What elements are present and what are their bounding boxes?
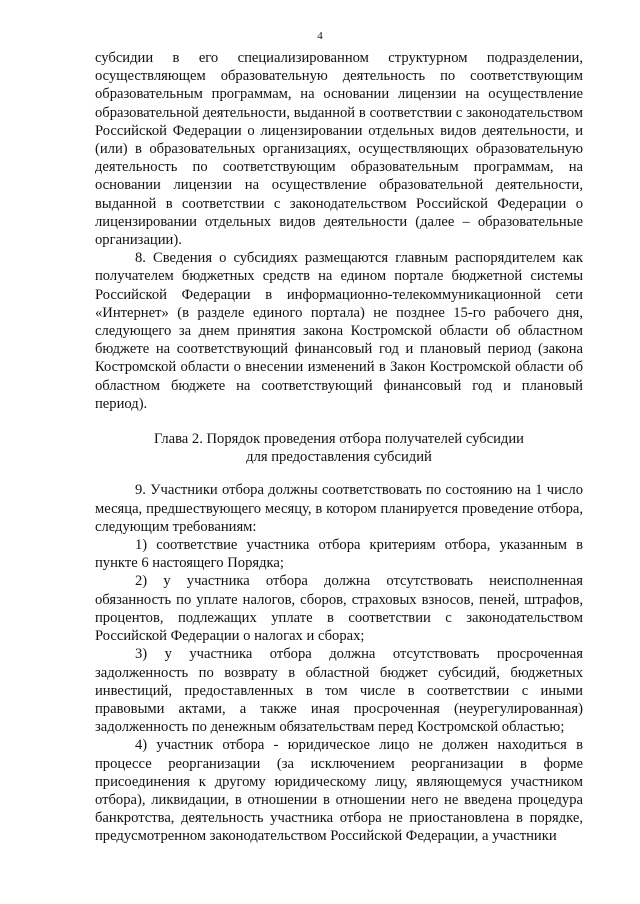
requirement-2: 2) у участника отбора должна отсутствовать неисполненная обязанность по уплате налогов, сборов, страховых взносов, пеней, штрафов, процентов, подлежащих уплате в соответствии с законодательством Российской Федерации о налогах и сборах; [95, 573, 583, 645]
paragraph-9: 9. Участники отбора должны соответствовать по состоянию на 1 число месяца, предшествующего месяцу, в котором планируется проведение отбора, следующим требованиям: [95, 482, 583, 535]
paragraph-continuation: субсидии в его специализированном структурном подразделении, осуществляющем образовательную деятельность по соответствующим образовательным программам, на основании лицензии на осуществление образовательной деятельности, выданной в соответствии с законодательством Российской Федерации о лицензировании отдельных видов деятельности, и (или) в образовательных организациях, осуществляющих образовательную деятельность по соответствующим образовательным программам, на основании лицензии на осуществление образовательной деятельности, выданной в соответствии с законодательством Российской Федерации о лицензировании отдельных видов деятельности (далее – образовательные организации). [95, 50, 583, 249]
page-number: 4 [317, 30, 323, 42]
requirement-3: 3) у участника отбора должна отсутствовать просроченная задолженность по возврату в областной бюджет субсидий, бюджетных инвестиций, предоставленных в том числе в соответствии с иными правовыми актами, а также иная просроченная (неурегулированная) задолженность по денежным обязательствам перед Костромской областью; [95, 646, 583, 736]
requirement-4: 4) участник отбора - юридическое лицо не должен находиться в процессе реорганизации (за исключением реорганизации в форме присоединения к другому юридическому лицу, являющемуся участником отбора), ликвидации, в отношении в отношении него не введена процедура банкротства, деятельность участника отбора не приостановлена в порядке, предусмотренном законодательством Российской Федерации, а участники [95, 737, 583, 845]
chapter-heading-line-1: Глава 2. Порядок проведения отбора получателей субсидии [154, 431, 524, 448]
requirement-1: 1) соответствие участника отбора критериям отбора, указанным в пункте 6 настоящего Порядка; [95, 537, 583, 572]
paragraph-8: 8. Сведения о субсидиях размещаются главным распорядителем как получателем бюджетных средств на едином портале бюджетной системы Российской Федерации в информационно-телекоммуникационной сети «Интернет» (в разделе единого портала) не позднее 15-го рабочего дня, следующего за днем принятия закона Костромской области об областном бюджете на соответствующий финансовый год и плановый период (закона Костромской области о внесении изменений в Закон Костромской области об областном бюджете на соответствующий финансовый год и плановый период). [95, 250, 583, 412]
chapter-heading-line-2: для предоставления субсидий [246, 449, 432, 466]
document-body [95, 49, 583, 846]
chapter-heading [95, 430, 583, 466]
